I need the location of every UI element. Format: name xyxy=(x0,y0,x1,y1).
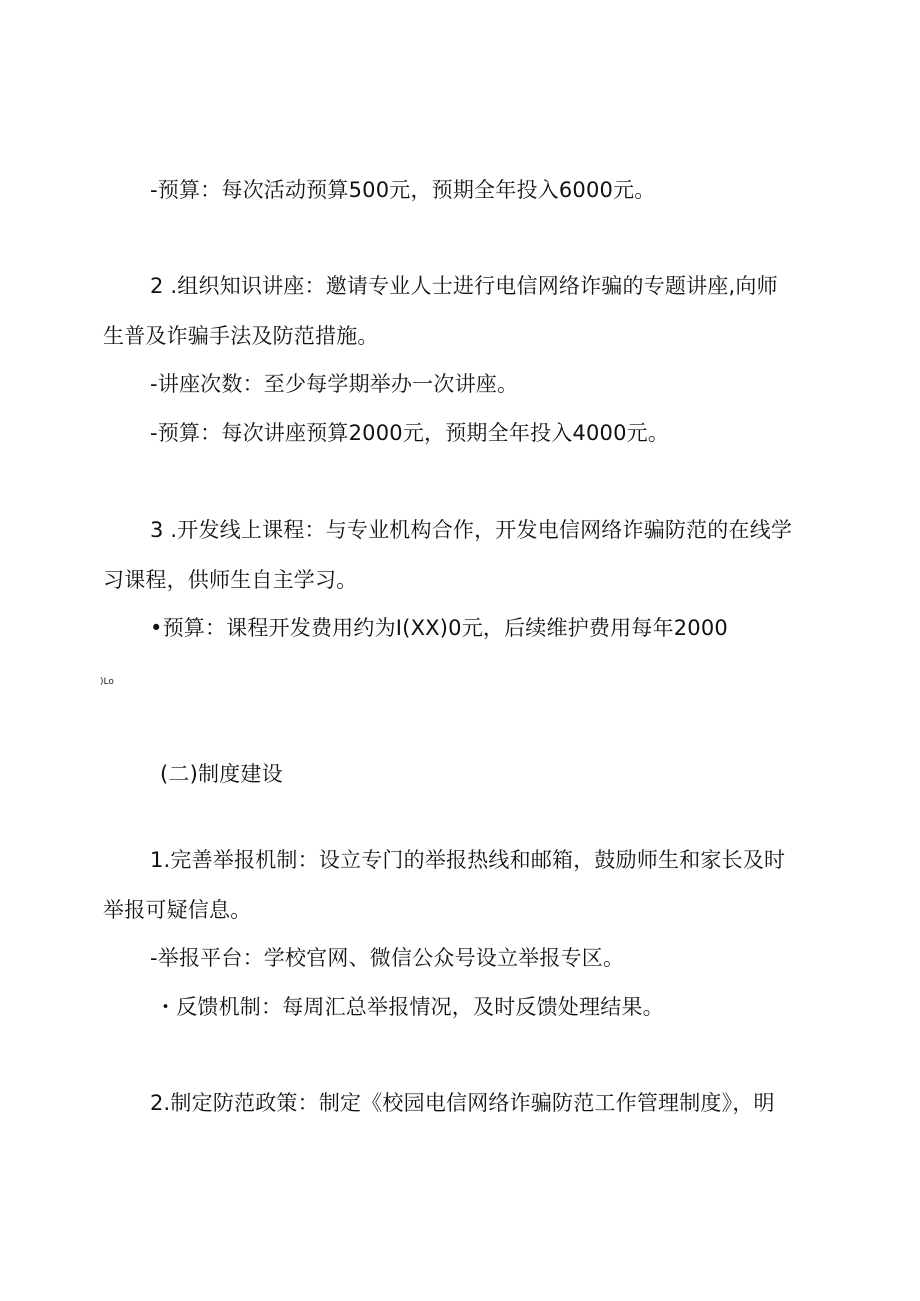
feedback-mechanism-line: ・反馈机制：每周汇总举报情况，及时反馈处理结果。 xyxy=(155,995,664,1019)
item-2-policy-line-1: 2.制定防范政策：制定《校园电信网络诈骗防范工作管理制度》，明 xyxy=(150,1091,775,1115)
item-3-course-line-1: 3 .开发线上课程：与专业机构合作，开发电信网络诈骗防范的在线学 xyxy=(150,518,793,542)
budget-course-line: •预算：课程开发费用约为I(XX)0元，后续维护费用每年2000 xyxy=(150,616,728,640)
report-platform-line: -举报平台：学校官网、微信公众号设立举报专区。 xyxy=(150,946,625,970)
budget-lecture-line: -预算：每次讲座预算2000元，预期全年投入4000元。 xyxy=(150,421,670,445)
stray-fragment: )Lo xyxy=(100,677,114,687)
item-3-course-line-2: 习课程，供师生自主学习。 xyxy=(103,568,358,592)
item-2-lecture-line-2: 生普及诈骗手法及防范措施。 xyxy=(103,324,379,348)
budget-activity-line: -预算：每次活动预算500元，预期全年投入6000元。 xyxy=(150,178,656,202)
section-heading-system-building: (二)制度建设 xyxy=(160,762,283,786)
item-1-report-line-2: 举报可疑信息。 xyxy=(103,898,252,922)
lecture-count-line: -讲座次数：至少每学期举办一次讲座。 xyxy=(150,372,519,396)
item-1-report-line-1: 1.完善举报机制：设立专门的举报热线和邮箱，鼓励师生和家长及时 xyxy=(150,848,786,872)
item-2-lecture-line-1: 2 .组织知识讲座：邀请专业人士进行电信网络诈骗的专题讲座,向师 xyxy=(150,274,778,298)
